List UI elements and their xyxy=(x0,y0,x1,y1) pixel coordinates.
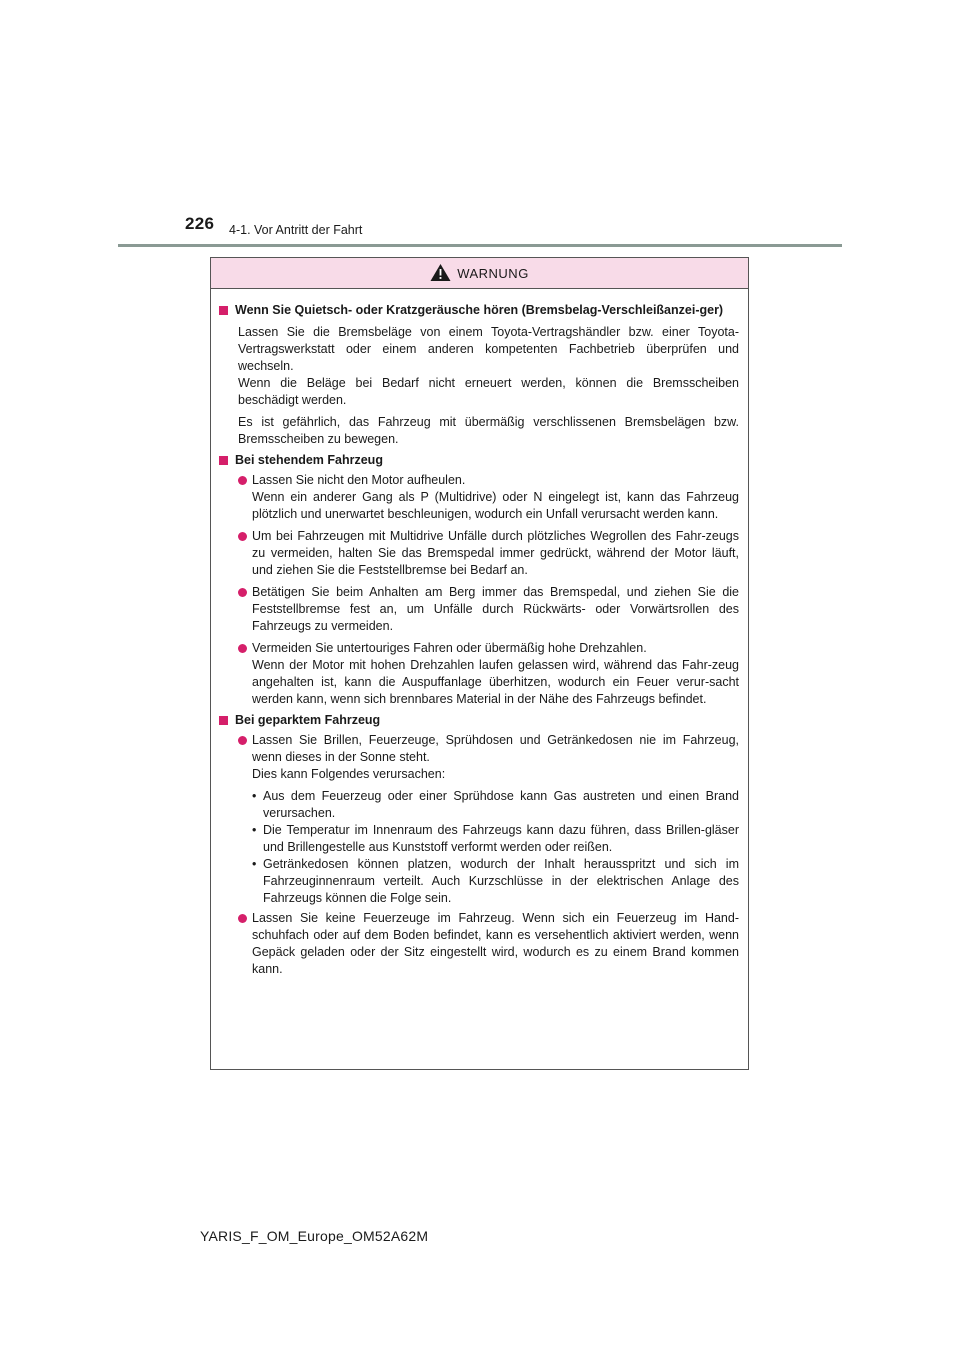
sub-item: • Die Temperatur im Innenraum des Fahrzeugs kann dazu führen, dass Brillen-gläser und Brillengestelle aus Kunststoff verformt werden oder reißen. xyxy=(252,823,739,854)
paragraph: Lassen Sie die Bremsbeläge von einem Toyota-Vertragshändler bzw. einer Toyota-Vertragswerkstatt oder einem anderen kompetenten Fachbetrieb überprüfen und wechseln. xyxy=(238,325,739,373)
bullet-item: Um bei Fahrzeugen mit Multidrive Unfälle durch plötzliches Wegrollen des Fahr-zeugs zu vermeiden, halten Sie das Bremspedal immer gedrückt, während der Motor läuft, und ziehen Sie die Feststellbremse bei Bedarf an. xyxy=(238,528,739,579)
circle-bullet-icon xyxy=(238,736,247,745)
section-title: 4-1. Vor Antritt der Fahrt xyxy=(229,223,363,237)
section-heading: Wenn Sie Quietsch- oder Kratzgeräusche hören (Bremsbelag-Verschleißanzei-ger) xyxy=(219,302,739,319)
square-bullet-icon xyxy=(219,716,228,725)
warning-box xyxy=(210,257,749,1070)
section-heading: Bei geparktem Fahrzeug xyxy=(219,712,739,729)
circle-bullet-icon xyxy=(238,532,247,541)
bullet-item: Lassen Sie Brillen, Feuerzeuge, Sprühdosen und Getränkedosen nie im Fahrzeug, wenn dieses in der Sonne steht. Dies kann Folgendes verursachen: xyxy=(238,732,739,783)
bullet-item: Vermeiden Sie untertouriges Fahren oder übermäßig hohe Drehzahlen. Wenn der Motor mit hohen Drehzahlen laufen gelassen wird, während das Fahr-zeug angehalten ist, kann die Auspuffanlage überhitzen, wodurch ein Feuer verur-sacht werden kann, wenn sich brennbares Material in der Nähe des Fahrzeugs befindet. xyxy=(238,640,739,708)
circle-bullet-icon xyxy=(238,914,247,923)
warning-triangle-icon xyxy=(430,263,451,282)
sub-item: • Aus dem Feuerzeug oder einer Sprühdose kann Gas austreten und einen Brand verursachen. xyxy=(252,789,739,820)
header-rule xyxy=(118,244,842,247)
warning-content xyxy=(211,289,748,978)
document-code: YARIS_F_OM_Europe_OM52A62M xyxy=(200,1228,429,1244)
circle-bullet-icon xyxy=(238,644,247,653)
paragraph: Wenn die Beläge bei Bedarf nicht erneuert werden, können die Bremsscheiben beschädigt werden. xyxy=(238,376,739,407)
square-bullet-icon xyxy=(219,306,228,315)
circle-bullet-icon xyxy=(238,588,247,597)
sub-item: • Getränkedosen können platzen, wodurch der Inhalt herausspritzt und sich im Fahrzeuginnenraum verteilt. Auch Kurzschlüsse in der elektrischen Anlage des Fahrzeugs können die Folge sein. xyxy=(252,857,739,905)
section-heading: Bei stehendem Fahrzeug xyxy=(219,452,739,469)
bullet-item: Betätigen Sie beim Anhalten am Berg immer das Bremspedal, und ziehen Sie die Feststellbremse fest an, um Unfälle durch Rückwärts- oder Vorwärtsrollen des Fahrzeugs zu vermeiden. xyxy=(238,584,739,635)
bullet-item: Lassen Sie keine Feuerzeuge im Fahrzeug. Wenn sich ein Feuerzeug im Hand-schuhfach oder auf dem Boden befindet, kann es versehentlich aktiviert werden, wenn Gepäck geladen oder der Sitz eingestellt wird, wodurch es zu einem Brand kommen kann. xyxy=(238,910,739,978)
square-bullet-icon xyxy=(219,456,228,465)
warning-header xyxy=(211,258,748,289)
circle-bullet-icon xyxy=(238,476,247,485)
paragraph: Es ist gefährlich, das Fahrzeug mit übermäßig verschlissenen Bremsbelägen bzw. Bremsscheiben zu bewegen. xyxy=(238,415,739,446)
bullet-item: Lassen Sie nicht den Motor aufheulen. Wenn ein anderer Gang als P (Multidrive) oder N eingelegt ist, kann das Fahrzeug plötzlich und unerwartet beschleunigen, wodurch ein Unfall verursacht werden kann. xyxy=(238,472,739,523)
page-number: 226 xyxy=(185,214,215,233)
warning-title: WARNUNG xyxy=(457,265,529,281)
